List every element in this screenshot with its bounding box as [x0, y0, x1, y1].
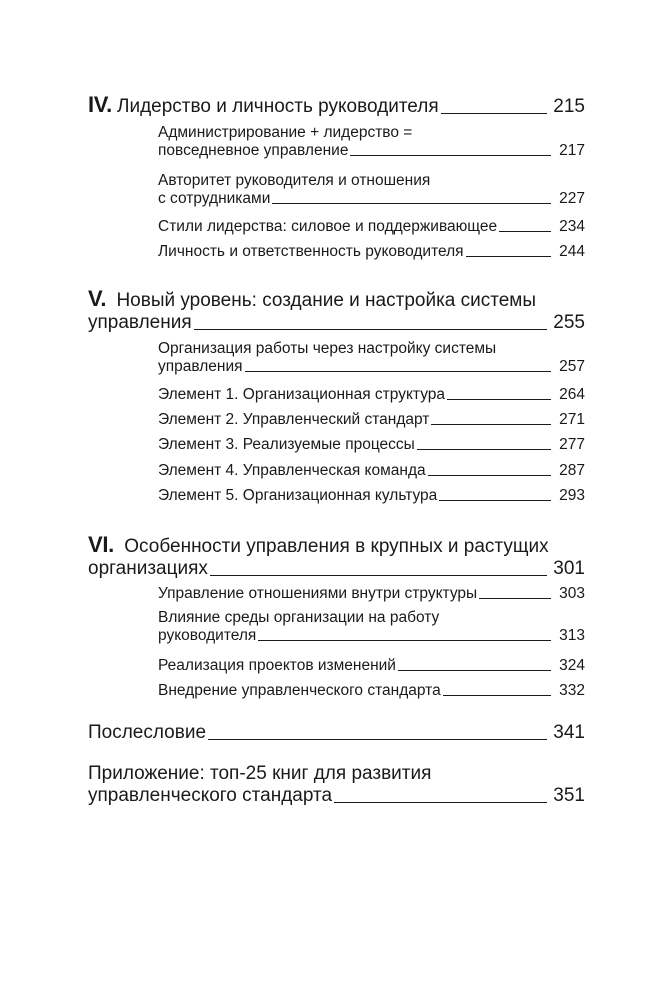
- toc-item[interactable]: [158, 124, 585, 160]
- toc-item-title: Реализация проектов изменений: [158, 657, 396, 674]
- toc-item-title: Внедрение управленческого стандарта: [158, 682, 441, 699]
- toc-item-title: Элемент 3. Реализуемые процессы: [158, 436, 415, 453]
- page-number: 217: [559, 142, 585, 159]
- toc-appendix[interactable]: [88, 763, 585, 807]
- toc-item-line2: повседневное управление: [158, 142, 349, 159]
- page-number: 301: [553, 558, 585, 579]
- page-number: 351: [553, 785, 585, 806]
- section-title-line2: управления: [88, 312, 192, 333]
- toc-item-line2: управления: [158, 358, 243, 375]
- appendix-title-line1: Приложение: топ-25 книг для развития: [88, 763, 432, 784]
- section-title-line2: организациях: [88, 558, 208, 579]
- toc-item[interactable]: [158, 172, 585, 208]
- dot-leader: [447, 399, 551, 400]
- page-number: 255: [553, 312, 585, 333]
- toc-item-line1: Организация работы через настройку системы: [158, 340, 497, 357]
- toc-item-title: Стили лидерства: силовое и поддерживающее: [158, 218, 498, 235]
- toc-item[interactable]: [158, 487, 585, 505]
- page-number: 332: [559, 682, 585, 699]
- section-title: Лидерство и личность руководителя: [116, 96, 439, 117]
- dot-leader: [441, 113, 548, 114]
- page-number: 324: [559, 657, 585, 674]
- toc-item-title: Элемент 5. Организационная культура: [158, 487, 438, 504]
- toc-item[interactable]: [158, 585, 585, 603]
- dot-leader: [398, 670, 551, 671]
- toc-item-line1: Администрирование + лидерство =: [158, 124, 413, 141]
- page-number: 277: [559, 436, 585, 453]
- dot-leader: [194, 329, 548, 330]
- toc-item-line2: с сотрудниками: [158, 190, 271, 207]
- page-number: 244: [559, 243, 585, 260]
- dot-leader: [439, 500, 551, 501]
- toc-item[interactable]: [158, 243, 585, 261]
- page-number: 257: [559, 358, 585, 375]
- section-numeral: IV.: [88, 92, 112, 117]
- appendix-title-line2: управленческого стандарта: [88, 785, 333, 806]
- toc-item-line2: руководителя: [158, 627, 257, 644]
- page-number: 271: [559, 411, 585, 428]
- dot-leader: [258, 640, 551, 641]
- toc-item[interactable]: [158, 411, 585, 429]
- dot-leader: [428, 475, 551, 476]
- toc-section-vi[interactable]: [88, 532, 585, 580]
- afterword-title: Послесловие: [88, 722, 207, 743]
- page-number: 234: [559, 218, 585, 235]
- dot-leader: [499, 231, 551, 232]
- toc-item[interactable]: [158, 386, 585, 404]
- toc-item-title: Элемент 1. Организационная структура: [158, 386, 446, 403]
- toc-item[interactable]: [158, 609, 585, 645]
- dot-leader: [466, 256, 551, 257]
- toc-section-iv[interactable]: [88, 92, 585, 118]
- page-number: 227: [559, 190, 585, 207]
- toc-item-title: Элемент 4. Управленческая команда: [158, 462, 426, 479]
- dot-leader: [350, 155, 551, 156]
- toc-item[interactable]: [158, 436, 585, 454]
- dot-leader: [210, 575, 547, 576]
- section-title-line1: Новый уровень: создание и настройка системы: [116, 290, 537, 311]
- section-title-line1: Особенности управления в крупных и растущих: [124, 536, 549, 557]
- page-number: 293: [559, 487, 585, 504]
- toc-item[interactable]: [158, 682, 585, 700]
- page-number: 303: [559, 585, 585, 602]
- dot-leader: [272, 203, 551, 204]
- page-number: 287: [559, 462, 585, 479]
- toc-item[interactable]: [158, 218, 585, 236]
- toc-item-title: Управление отношениями внутри структуры: [158, 585, 478, 602]
- page-number: 313: [559, 627, 585, 644]
- dot-leader: [443, 695, 551, 696]
- page-number: 264: [559, 386, 585, 403]
- page-number: 215: [553, 96, 585, 117]
- dot-leader: [431, 424, 551, 425]
- section-numeral: VI.: [88, 532, 114, 557]
- toc-item-line1: Авторитет руководителя и отношения: [158, 172, 431, 189]
- toc-item[interactable]: [158, 657, 585, 675]
- toc-item[interactable]: [158, 462, 585, 480]
- toc-item-title: Элемент 2. Управленческий стандарт: [158, 411, 430, 428]
- section-numeral: V.: [88, 286, 107, 311]
- dot-leader: [334, 802, 547, 803]
- toc-item-title: Личность и ответственность руководителя: [158, 243, 464, 260]
- toc-item[interactable]: [158, 340, 585, 376]
- toc-section-v[interactable]: [88, 286, 585, 334]
- dot-leader: [208, 739, 547, 740]
- dot-leader: [245, 371, 551, 372]
- page-number: 341: [553, 722, 585, 743]
- dot-leader: [479, 598, 551, 599]
- toc-item-line1: Влияние среды организации на работу: [158, 609, 440, 626]
- toc-afterword[interactable]: [88, 722, 585, 744]
- dot-leader: [417, 449, 551, 450]
